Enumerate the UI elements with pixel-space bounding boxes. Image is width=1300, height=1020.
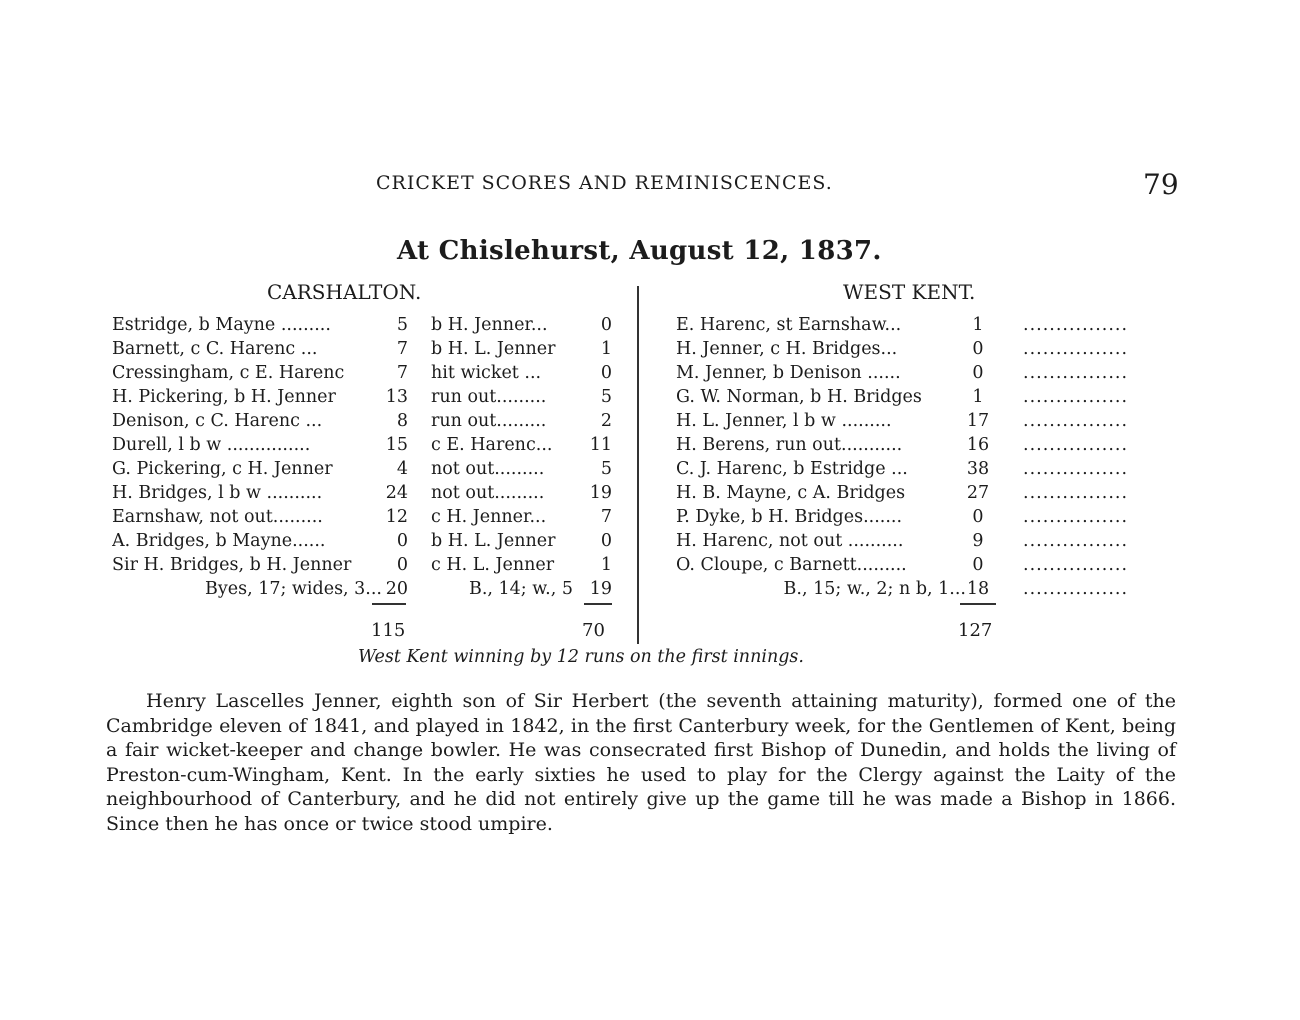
west-kent-runs: 38 xyxy=(966,459,990,479)
west-kent-second-innings-blank: ................ xyxy=(1023,339,1129,359)
west-kent-second-innings-blank: ................ xyxy=(1023,459,1129,479)
west-kent-entry: P. Dyke, b H. Bridges....... xyxy=(676,507,903,527)
carshalton-first-innings-runs: 0 xyxy=(396,531,408,551)
west-kent-entry: H. Harenc, not out .......... xyxy=(676,531,904,551)
carshalton-first-innings-entry: Byes, 17; wides, 3... xyxy=(205,579,382,599)
page-number: 79 xyxy=(1143,168,1179,201)
carshalton-second-innings-entry: B., 14; w., 5 xyxy=(468,579,573,599)
carshalton-second-innings-runs: 11 xyxy=(589,435,612,455)
carshalton-first-innings-entry: Earnshaw, not out......... xyxy=(112,507,323,527)
west-kent-second-innings-blank: ................ xyxy=(1023,363,1129,383)
extras-row xyxy=(0,577,1300,601)
carshalton-second-innings-entry: c H. L. Jenner xyxy=(431,555,555,575)
west-kent-entry: H. Berens, run out........... xyxy=(676,435,903,455)
carshalton-first-innings-runs: 7 xyxy=(396,363,408,383)
team-name-west-kent: WEST KENT. xyxy=(843,280,976,304)
carshalton-first-innings-entry: G. Pickering, c H. Jenner xyxy=(112,459,333,479)
carshalton-second-innings-entry: c E. Harenc... xyxy=(431,435,553,455)
west-kent-second-innings-blank: ................ xyxy=(1023,483,1129,503)
carshalton-second-innings-entry: c H. Jenner... xyxy=(431,507,547,527)
west-kent-runs: 9 xyxy=(972,531,984,551)
west-kent-runs: 17 xyxy=(966,411,990,431)
match-title: At Chislehurst, August 12, 1837. xyxy=(397,236,882,266)
carshalton-first-innings-runs: 4 xyxy=(396,459,408,479)
batting-row xyxy=(0,433,1300,457)
west-kent-entry: O. Cloupe, c Barnett......... xyxy=(676,555,907,575)
carshalton-first-innings-entry: Barnett, c C. Harenc ... xyxy=(112,339,318,359)
west-kent-runs: 0 xyxy=(972,363,984,383)
carshalton-first-innings-entry: Denison, c C. Harenc ... xyxy=(112,411,323,431)
carshalton-first-innings-runs: 24 xyxy=(385,483,408,503)
carshalton-first-innings-runs: 8 xyxy=(396,411,408,431)
carshalton-second-innings-runs: 19 xyxy=(589,579,612,599)
west-kent-runs: 0 xyxy=(972,339,984,359)
west-kent-second-innings-blank: ................ xyxy=(1023,387,1129,407)
carshalton-second-innings-entry: run out......... xyxy=(431,411,547,431)
west-kent-entry: C. J. Harenc, b Estridge ... xyxy=(676,459,908,479)
west-kent-runs: 0 xyxy=(972,507,984,527)
carshalton-second-innings-runs: 5 xyxy=(600,459,612,479)
carshalton-first-innings-entry: Cressingham, c E. Harenc xyxy=(112,363,345,383)
west-kent-entry: H. Jenner, c H. Bridges... xyxy=(676,339,898,359)
batting-row xyxy=(0,529,1300,553)
carshalton-first-innings-runs: 12 xyxy=(385,507,408,527)
west-kent-second-innings-blank: ................ xyxy=(1023,531,1129,551)
west-kent-second-innings-blank: ................ xyxy=(1023,315,1129,335)
carshalton-first-innings-entry: H. Pickering, b H. Jenner xyxy=(112,387,336,407)
west-kent-second-innings-blank: ................ xyxy=(1023,555,1129,575)
batting-row xyxy=(0,409,1300,433)
carshalton-second-innings-runs: 0 xyxy=(600,315,612,335)
total-west-kent: 127 xyxy=(958,620,993,641)
total-rule-west-kent xyxy=(960,603,996,605)
carshalton-first-innings-runs: 0 xyxy=(396,555,408,575)
west-kent-runs: 1 xyxy=(972,387,984,407)
west-kent-runs: 16 xyxy=(966,435,990,455)
total-rule-carshalton-second xyxy=(584,603,612,605)
carshalton-first-innings-runs: 20 xyxy=(385,579,408,599)
west-kent-second-innings-blank: ................ xyxy=(1023,507,1129,527)
west-kent-runs: 0 xyxy=(972,555,984,575)
carshalton-second-innings-entry: hit wicket ... xyxy=(431,363,542,383)
batting-row xyxy=(0,385,1300,409)
batting-row xyxy=(0,505,1300,529)
west-kent-entry: H. L. Jenner, l b w ......... xyxy=(676,411,892,431)
total-carshalton-first: 115 xyxy=(371,620,406,641)
west-kent-runs: 1 xyxy=(972,315,984,335)
carshalton-second-innings-runs: 19 xyxy=(589,483,612,503)
carshalton-second-innings-entry: not out......... xyxy=(431,483,545,503)
total-carshalton-second: 70 xyxy=(582,620,605,641)
west-kent-runs: 18 xyxy=(966,579,990,599)
carshalton-first-innings-runs: 5 xyxy=(396,315,408,335)
biography-paragraph: Henry Lascelles Jenner, eighth son of Sir Herbert (the seventh attaining maturity), formed one of the Cambridge eleven of 1841, and played in 1842, in the first Canterbury week, for the Gentlemen of Kent, being a fair wicket-keeper and change bowler. He was consecrated first Bishop of Dunedin, and holds the living of Preston-cum-Wingham, Kent. In the early sixties he used to play for the Clergy against the Laity of the neighbourhood of Canterbury, and he did not entirely give up the game till he was made a Bishop in 1866. Since then he has once or twice stood umpire. xyxy=(106,690,1176,835)
carshalton-second-innings-runs: 0 xyxy=(600,531,612,551)
batting-row xyxy=(0,361,1300,385)
batting-row xyxy=(0,337,1300,361)
west-kent-entry: E. Harenc, st Earnshaw... xyxy=(676,315,902,335)
team-name-carshalton: CARSHALTON. xyxy=(267,280,422,304)
west-kent-entry: H. B. Mayne, c A. Bridges xyxy=(676,483,906,503)
batting-row xyxy=(0,553,1300,577)
carshalton-second-innings-entry: b H. Jenner... xyxy=(431,315,548,335)
batting-row xyxy=(0,481,1300,505)
carshalton-first-innings-runs: 13 xyxy=(385,387,408,407)
total-rule-carshalton-first xyxy=(372,603,406,605)
carshalton-first-innings-entry: Estridge, b Mayne ......... xyxy=(112,315,331,335)
west-kent-entry: B., 15; w., 2; n b, 1... xyxy=(783,579,966,599)
batting-row xyxy=(0,313,1300,337)
carshalton-first-innings-runs: 7 xyxy=(396,339,408,359)
carshalton-second-innings-runs: 1 xyxy=(600,555,612,575)
west-kent-second-innings-blank: ................ xyxy=(1023,579,1129,599)
carshalton-second-innings-entry: b H. L. Jenner xyxy=(431,339,556,359)
match-result: West Kent winning by 12 runs on the first innings. xyxy=(358,647,804,667)
batting-row xyxy=(0,457,1300,481)
carshalton-first-innings-entry: H. Bridges, l b w .......... xyxy=(112,483,323,503)
carshalton-second-innings-runs: 1 xyxy=(600,339,612,359)
carshalton-second-innings-entry: run out......... xyxy=(431,387,547,407)
west-kent-second-innings-blank: ................ xyxy=(1023,435,1129,455)
carshalton-second-innings-runs: 5 xyxy=(600,387,612,407)
west-kent-runs: 27 xyxy=(966,483,990,503)
carshalton-second-innings-entry: b H. L. Jenner xyxy=(431,531,556,551)
running-head: CRICKET SCORES AND REMINISCENCES. xyxy=(376,172,833,194)
west-kent-entry: M. Jenner, b Denison ...... xyxy=(676,363,901,383)
carshalton-first-innings-entry: Sir H. Bridges, b H. Jenner xyxy=(112,555,352,575)
west-kent-entry: G. W. Norman, b H. Bridges xyxy=(676,387,922,407)
carshalton-second-innings-entry: not out......... xyxy=(431,459,545,479)
carshalton-first-innings-entry: A. Bridges, b Mayne...... xyxy=(112,531,326,551)
carshalton-first-innings-entry: Durell, l b w ............... xyxy=(112,435,311,455)
carshalton-second-innings-runs: 2 xyxy=(600,411,612,431)
west-kent-second-innings-blank: ................ xyxy=(1023,411,1129,431)
carshalton-second-innings-runs: 7 xyxy=(600,507,612,527)
carshalton-first-innings-runs: 15 xyxy=(385,435,408,455)
carshalton-second-innings-runs: 0 xyxy=(600,363,612,383)
